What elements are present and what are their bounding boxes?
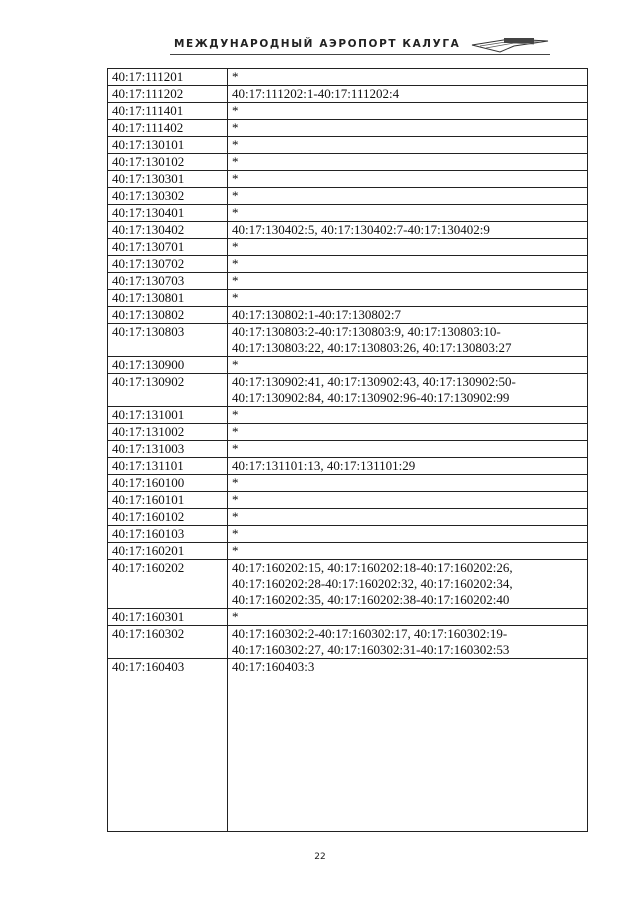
page-number: 22 [314, 852, 326, 862]
parcel-list-cell: 40:17:160403:3 [228, 659, 588, 832]
parcel-list-cell: 40:17:130803:2-40:17:130803:9, 40:17:130803:10- 40:17:130803:22, 40:17:130803:26, 40:17:130803:27 [228, 324, 588, 357]
table-row [108, 609, 588, 626]
quarter-code-cell: 40:17:130102 [108, 154, 228, 171]
parcel-list-cell: 40:17:111202:1-40:17:111202:4 [228, 86, 588, 103]
parcel-list-cell: * [228, 188, 588, 205]
parcel-list-cell: * [228, 609, 588, 626]
parcel-list-cell: 40:17:160202:15, 40:17:160202:18-40:17:160202:26, 40:17:160202:28-40:17:160202:32, 40:17:160202:34, 40:17:160202:35, 40:17:160202:38-40:17:160202:40 [228, 560, 588, 609]
parcel-list-cell: 40:17:130402:5, 40:17:130402:7-40:17:130402:9 [228, 222, 588, 239]
parcel-list-cell: 40:17:130802:1-40:17:130802:7 [228, 307, 588, 324]
parcel-list-cell: * [228, 509, 588, 526]
page-header [140, 36, 560, 58]
parcel-list-cell: * [228, 424, 588, 441]
table-row [108, 273, 588, 290]
quarter-code-cell: 40:17:111202 [108, 86, 228, 103]
parcel-list-cell: * [228, 256, 588, 273]
quarter-code-cell: 40:17:130900 [108, 357, 228, 374]
table-row [108, 374, 588, 407]
table-row [108, 458, 588, 475]
parcel-list-cell: * [228, 526, 588, 543]
table-row [108, 357, 588, 374]
quarter-code-cell: 40:17:160403 [108, 659, 228, 832]
table-row [108, 171, 588, 188]
parcel-list-cell: * [228, 103, 588, 120]
table-row [108, 188, 588, 205]
parcel-list-cell: * [228, 441, 588, 458]
table-row [108, 69, 588, 86]
parcel-list-cell: * [228, 171, 588, 188]
quarter-code-cell: 40:17:130802 [108, 307, 228, 324]
table-row [108, 441, 588, 458]
quarter-code-cell: 40:17:131001 [108, 407, 228, 424]
quarter-code-cell: 40:17:160101 [108, 492, 228, 509]
quarter-code-cell: 40:17:111402 [108, 120, 228, 137]
quarter-code-cell: 40:17:130702 [108, 256, 228, 273]
quarter-code-cell: 40:17:130101 [108, 137, 228, 154]
table-body [108, 69, 588, 832]
table-row [108, 154, 588, 171]
table-row [108, 222, 588, 239]
quarter-code-cell: 40:17:131002 [108, 424, 228, 441]
quarter-code-cell: 40:17:130801 [108, 290, 228, 307]
quarter-code-cell: 40:17:160202 [108, 560, 228, 609]
table-row [108, 509, 588, 526]
parcel-list-cell: * [228, 290, 588, 307]
parcel-list-cell: * [228, 239, 588, 256]
parcel-list-cell: * [228, 273, 588, 290]
parcel-list-cell: * [228, 492, 588, 509]
table-row [108, 424, 588, 441]
quarter-code-cell: 40:17:130803 [108, 324, 228, 357]
table-row [108, 543, 588, 560]
parcel-list-cell: * [228, 407, 588, 424]
quarter-code-cell: 40:17:160301 [108, 609, 228, 626]
quarter-code-cell: 40:17:111401 [108, 103, 228, 120]
parcel-list-cell: * [228, 69, 588, 86]
quarter-code-cell: 40:17:160102 [108, 509, 228, 526]
parcel-list-cell: * [228, 543, 588, 560]
quarter-code-cell: 40:17:160201 [108, 543, 228, 560]
parcel-list-cell: 40:17:131101:13, 40:17:131101:29 [228, 458, 588, 475]
quarter-code-cell: 40:17:160100 [108, 475, 228, 492]
parcel-list-cell: * [228, 357, 588, 374]
quarter-code-cell: 40:17:130703 [108, 273, 228, 290]
parcel-list-cell: 40:17:130902:41, 40:17:130902:43, 40:17:130902:50- 40:17:130902:84, 40:17:130902:96-40:17:130902:99 [228, 374, 588, 407]
quarter-code-cell: 40:17:130902 [108, 374, 228, 407]
parcel-list-cell: * [228, 120, 588, 137]
quarter-code-cell: 40:17:160302 [108, 626, 228, 659]
parcel-list-cell: 40:17:160302:2-40:17:160302:17, 40:17:160302:19- 40:17:160302:27, 40:17:160302:31-40:17:160302:53 [228, 626, 588, 659]
parcel-list-cell: * [228, 205, 588, 222]
airport-wing-logo-icon [470, 36, 550, 54]
parcel-list-cell: * [228, 154, 588, 171]
table-row [108, 120, 588, 137]
table-row [108, 407, 588, 424]
table-row [108, 137, 588, 154]
table-row [108, 626, 588, 659]
table-row [108, 86, 588, 103]
table-row [108, 560, 588, 609]
quarter-code-cell: 40:17:111201 [108, 69, 228, 86]
quarter-code-cell: 40:17:130402 [108, 222, 228, 239]
parcel-list-cell: * [228, 475, 588, 492]
table-row [108, 324, 588, 357]
table-row [108, 256, 588, 273]
table-row [108, 290, 588, 307]
table-row [108, 475, 588, 492]
quarter-code-cell: 40:17:130401 [108, 205, 228, 222]
quarter-code-cell: 40:17:130301 [108, 171, 228, 188]
quarter-code-cell: 40:17:160103 [108, 526, 228, 543]
table-row [108, 526, 588, 543]
quarter-code-cell: 40:17:131101 [108, 458, 228, 475]
table-row [108, 205, 588, 222]
table-row [108, 492, 588, 509]
quarter-code-cell: 40:17:130701 [108, 239, 228, 256]
header-title: МЕЖДУНАРОДНЫЙ АЭРОПОРТ КАЛУГА [174, 38, 461, 50]
quarter-code-cell: 40:17:131003 [108, 441, 228, 458]
table-row [108, 103, 588, 120]
table-row [108, 307, 588, 324]
parcel-list-cell: * [228, 137, 588, 154]
table-row [108, 659, 588, 832]
quarter-code-cell: 40:17:130302 [108, 188, 228, 205]
header-rule [170, 54, 550, 55]
cadastral-table [107, 68, 588, 832]
table-row [108, 239, 588, 256]
